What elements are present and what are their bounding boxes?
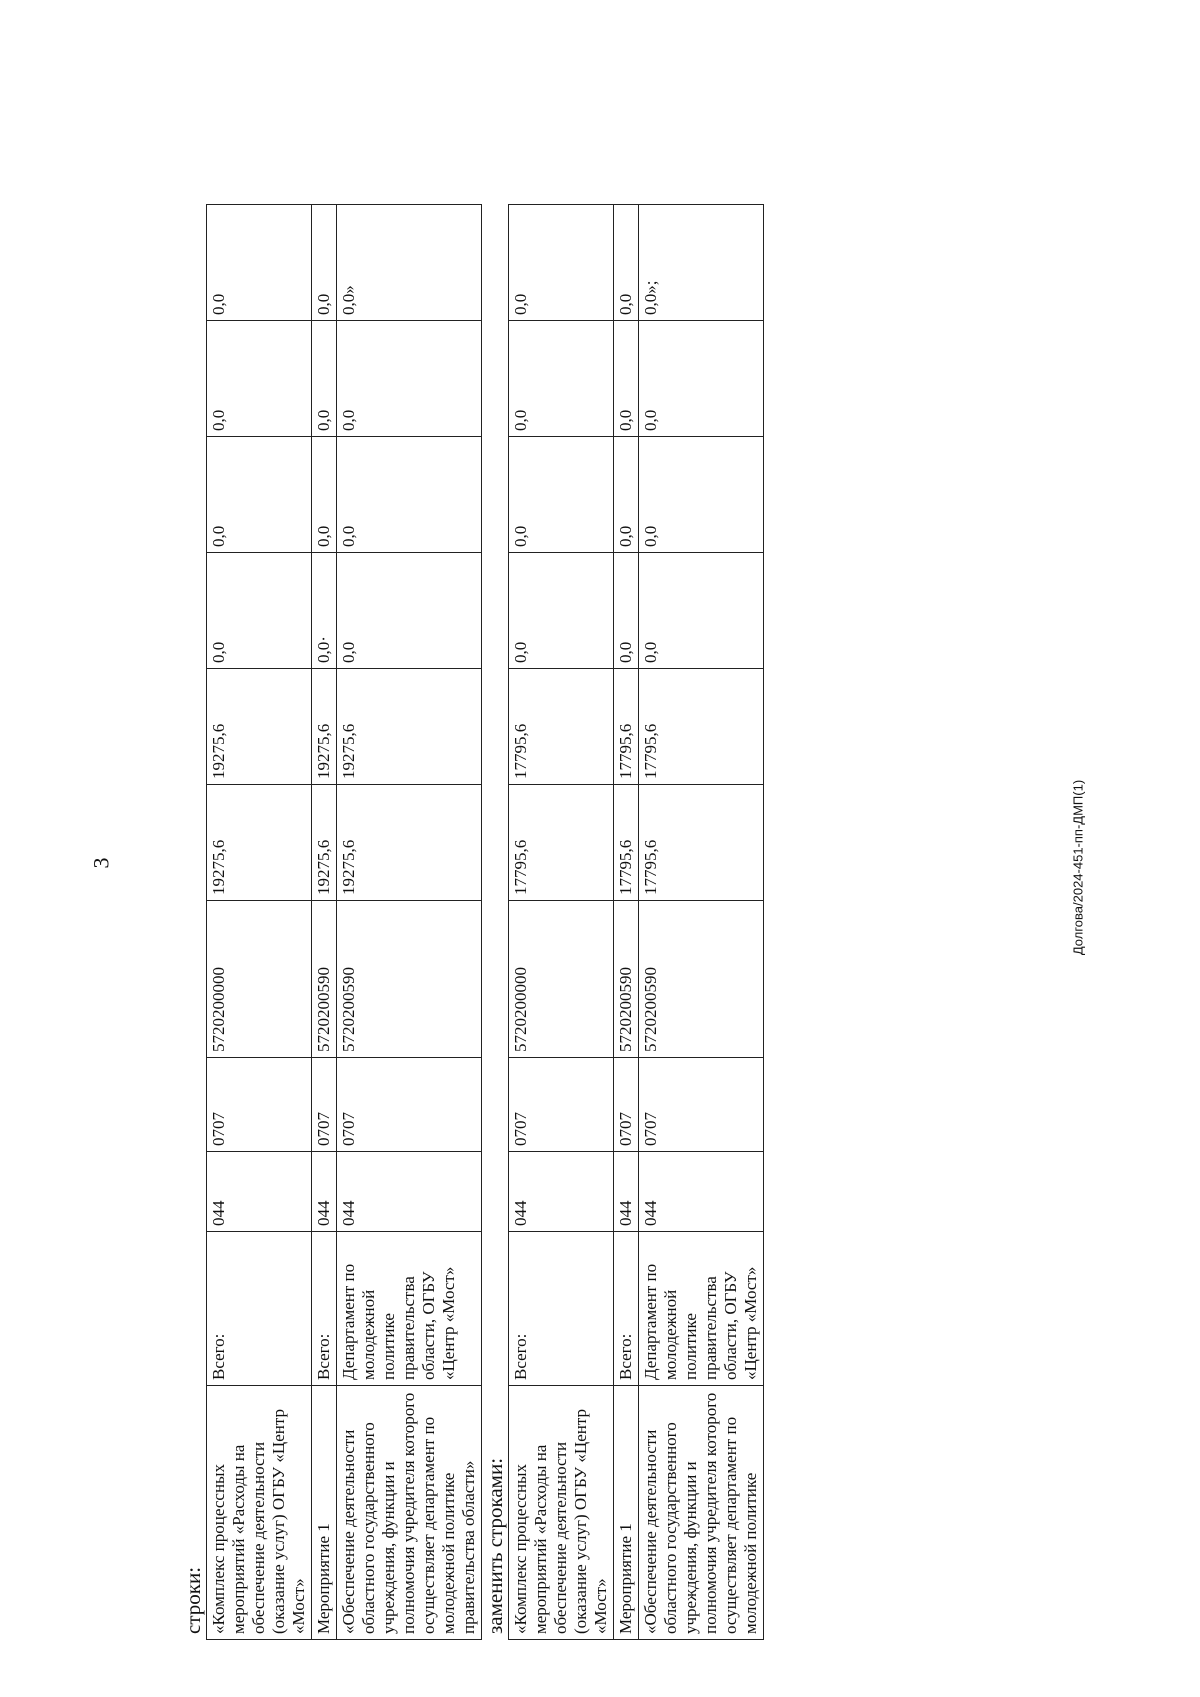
table-cell: «Обеспечение деятельности областного государственного учреждения, функции и полномочия учредителя которого осуществляет департамент по молодежной политике правительства области» <box>337 1386 482 1640</box>
table-cell: 0,0 <box>207 553 312 669</box>
table-cell: 0,0»; <box>639 205 764 321</box>
table-row <box>509 205 614 1640</box>
page-number: 3 <box>88 857 114 869</box>
table-cell: 0,0· <box>312 553 337 669</box>
table-cell: 044 <box>312 1152 337 1232</box>
table-cell: 0707 <box>312 1058 337 1152</box>
table-cell: «Комплекс процессных мероприятий «Расходы на обеспечение деятельности (оказание услуг) ОГБУ «Центр «Мост» <box>509 1386 614 1640</box>
table-new <box>508 204 764 1640</box>
table-cell: 0,0 <box>337 321 482 437</box>
table-cell: 044 <box>509 1152 614 1232</box>
table-cell: Департамент по молодежной политике правительства области, ОГБУ «Центр «Мост» <box>639 1232 764 1386</box>
table-row <box>312 205 337 1640</box>
table-cell: 0707 <box>337 1058 482 1152</box>
table-cell: 5720200000 <box>509 901 614 1058</box>
table-cell: 0,0 <box>337 437 482 553</box>
table-cell: 0,0 <box>207 437 312 553</box>
table-cell: 19275,6 <box>207 669 312 785</box>
table-cell: «Комплекс процессных мероприятий «Расходы на обеспечение деятельности (оказание услуг) ОГБУ «Центр «Мост» <box>207 1386 312 1640</box>
table-cell: «Обеспечение деятельности областного государственного учреждения, функции и полномочия учредителя которого осуществляет департамент по молодежной политике <box>639 1386 764 1640</box>
section-label-new: заменить строками: <box>483 1457 507 1634</box>
table-row <box>639 205 764 1640</box>
table-cell: 044 <box>614 1152 639 1232</box>
table-cell: 17795,6 <box>639 669 764 785</box>
table-cell: 5720200590 <box>639 901 764 1058</box>
table-cell: 0,0 <box>614 321 639 437</box>
table-cell: 0,0 <box>509 553 614 669</box>
table-cell: 044 <box>337 1152 482 1232</box>
table-cell: 5720200000 <box>207 901 312 1058</box>
table-cell: 19275,6 <box>312 669 337 785</box>
table-cell: 0,0 <box>312 321 337 437</box>
table-cell: 5720200590 <box>312 901 337 1058</box>
table-cell: 0707 <box>639 1058 764 1152</box>
table-cell: 0,0 <box>614 553 639 669</box>
table-cell: 0,0 <box>639 437 764 553</box>
footer-document-code: Долгова/2024-451-пп-ДМП(1) <box>1070 779 1086 956</box>
section-label-old: строки: <box>181 1566 205 1634</box>
table-cell: Департамент по молодежной политике правительства области, ОГБУ «Центр «Мост» <box>337 1232 482 1386</box>
table-cell: 0,0 <box>639 553 764 669</box>
table-cell: 0,0 <box>207 205 312 321</box>
table-old <box>206 204 482 1640</box>
table-cell: 19275,6 <box>207 785 312 901</box>
table-cell: 0,0 <box>207 321 312 437</box>
table-cell: 19275,6 <box>312 785 337 901</box>
table-cell: 19275,6 <box>337 669 482 785</box>
table-cell: Мероприятие 1 <box>614 1386 639 1640</box>
table-cell: Всего: <box>509 1232 614 1386</box>
rotated-content <box>180 100 1050 1640</box>
table-cell: 0707 <box>207 1058 312 1152</box>
table-cell: Всего: <box>614 1232 639 1386</box>
table-cell: 0707 <box>509 1058 614 1152</box>
table-cell: 0,0 <box>312 437 337 553</box>
table-cell: Мероприятие 1 <box>312 1386 337 1640</box>
table-cell: 0,0 <box>614 437 639 553</box>
table-cell: 17795,6 <box>509 785 614 901</box>
table-cell: 17795,6 <box>614 669 639 785</box>
table-cell: 17795,6 <box>614 785 639 901</box>
table-cell: 19275,6 <box>337 785 482 901</box>
table-cell: Всего: <box>207 1232 312 1386</box>
table-cell: 0,0 <box>312 205 337 321</box>
table-cell: 044 <box>207 1152 312 1232</box>
table-row <box>337 205 482 1640</box>
table-cell: 0,0 <box>509 437 614 553</box>
table-cell: 0,0» <box>337 205 482 321</box>
table-row <box>614 205 639 1640</box>
table-cell: Всего: <box>312 1232 337 1386</box>
table-cell: 044 <box>639 1152 764 1232</box>
table-cell: 0707 <box>614 1058 639 1152</box>
table-cell: 0,0 <box>337 553 482 669</box>
table-cell: 17795,6 <box>509 669 614 785</box>
table-cell: 0,0 <box>509 321 614 437</box>
table-cell: 5720200590 <box>614 901 639 1058</box>
table-cell: 17795,6 <box>639 785 764 901</box>
table-cell: 0,0 <box>614 205 639 321</box>
table-cell: 0,0 <box>639 321 764 437</box>
table-row <box>207 205 312 1640</box>
table-cell: 0,0 <box>509 205 614 321</box>
table-cell: 5720200590 <box>337 901 482 1058</box>
